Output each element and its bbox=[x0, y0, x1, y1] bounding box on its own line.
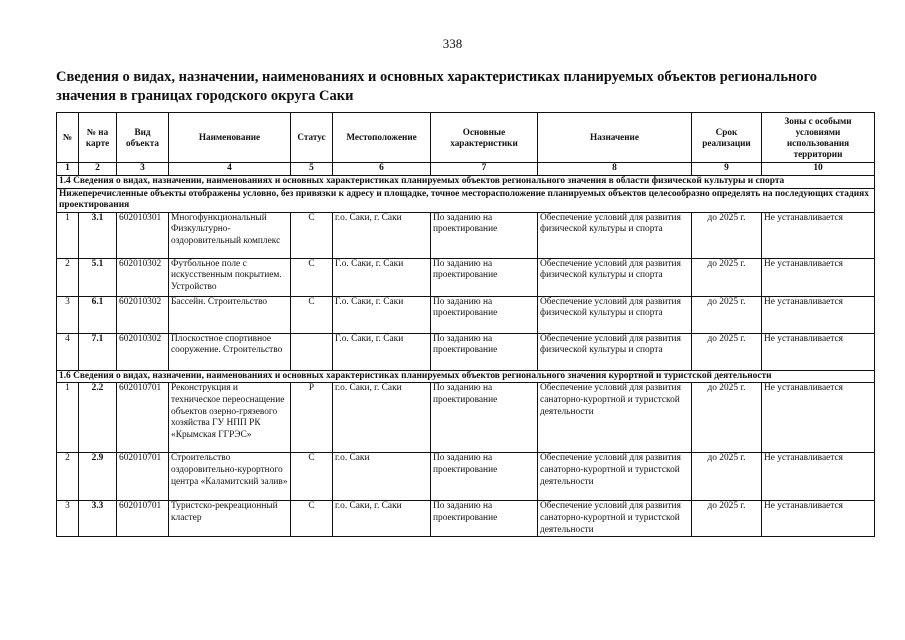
object-location: Г.о. Саки, г. Саки bbox=[333, 333, 431, 370]
object-status: С bbox=[291, 212, 333, 258]
object-term: до 2025 г. bbox=[692, 212, 762, 258]
row-number: 1 bbox=[57, 383, 79, 453]
table-row bbox=[57, 383, 875, 453]
object-zones: Не устанавливается bbox=[762, 333, 875, 370]
object-name: Футбольное поле с искусственным покрытием. Устройство bbox=[169, 258, 291, 296]
object-purpose: Обеспечение условий для развития санаторно-курортной и туристской деятельности bbox=[538, 383, 692, 453]
header-cell: Вид объекта bbox=[117, 113, 169, 163]
table-row bbox=[57, 453, 875, 501]
object-characteristics: По заданию на проектирование bbox=[431, 501, 538, 537]
header-cell: Наименование bbox=[169, 113, 291, 163]
object-characteristics: По заданию на проектирование bbox=[431, 453, 538, 501]
column-number: 10 bbox=[762, 163, 875, 176]
object-status: С bbox=[291, 258, 333, 296]
row-number: 3 bbox=[57, 296, 79, 333]
section-note: Нижеперечисленные объекты отображены условно, без привязки к адресу и площадке, точное месторасположение планируемых объектов целесообразно определять на последующих стадиях проектирования bbox=[57, 188, 875, 212]
planned-objects-table bbox=[56, 112, 875, 537]
object-zones: Не устанавливается bbox=[762, 501, 875, 537]
header-row bbox=[57, 113, 875, 163]
header-cell: Местоположение bbox=[333, 113, 431, 163]
object-status bbox=[291, 333, 333, 370]
object-kind: 602010301 bbox=[117, 212, 169, 258]
map-number: 2.9 bbox=[79, 453, 117, 501]
object-characteristics: По заданию на проектирование bbox=[431, 383, 538, 453]
object-purpose: Обеспечение условий для развития физической культуры и спорта bbox=[538, 333, 692, 370]
object-location: г.о. Саки, г. Саки bbox=[333, 383, 431, 453]
map-number: 3.1 bbox=[79, 212, 117, 258]
header-cell: Назначение bbox=[538, 113, 692, 163]
object-location: г.о. Саки, г. Саки bbox=[333, 212, 431, 258]
column-number: 1 bbox=[57, 163, 79, 176]
document-title: Сведения о видах, назначении, наименованиях и основных характеристиках планируемых объектов регионального значения в границах городского округа Саки bbox=[56, 69, 818, 104]
object-term: до 2025 г. bbox=[692, 333, 762, 370]
object-location: Г.о. Саки, г. Саки bbox=[333, 258, 431, 296]
object-status: С bbox=[291, 296, 333, 333]
column-number: 5 bbox=[291, 163, 333, 176]
column-number: 7 bbox=[431, 163, 538, 176]
object-name: Строительство оздоровительно-курортного центра «Каламитский залив» bbox=[169, 453, 291, 501]
object-status: С bbox=[291, 453, 333, 501]
header-cell: Основные характеристики bbox=[431, 113, 538, 163]
header-cell: № на карте bbox=[79, 113, 117, 163]
map-number: 7.1 bbox=[79, 333, 117, 370]
header-cell: Зоны с особыми условиями использования территории bbox=[762, 113, 875, 163]
object-status: Р bbox=[291, 383, 333, 453]
object-purpose: Обеспечение условий для развития физической культуры и спорта bbox=[538, 296, 692, 333]
object-name: Многофункциональный Физкультурно-оздоровительный комплекс bbox=[169, 212, 291, 258]
page-number: 338 bbox=[442, 36, 463, 51]
object-characteristics: По заданию на проектирование bbox=[431, 296, 538, 333]
row-number: 3 bbox=[57, 501, 79, 537]
object-kind: 602010302 bbox=[117, 258, 169, 296]
section-header-row bbox=[57, 370, 875, 383]
map-number: 5.1 bbox=[79, 258, 117, 296]
table-row bbox=[57, 296, 875, 333]
object-characteristics: По заданию на проектирование bbox=[431, 212, 538, 258]
header-cell: Срок реализации bbox=[692, 113, 762, 163]
map-number: 2.2 bbox=[79, 383, 117, 453]
column-number: 2 bbox=[79, 163, 117, 176]
object-zones: Не устанавливается bbox=[762, 453, 875, 501]
object-kind: 602010302 bbox=[117, 333, 169, 370]
object-status: С bbox=[291, 501, 333, 537]
row-number: 2 bbox=[57, 258, 79, 296]
row-number: 1 bbox=[57, 212, 79, 258]
row-number: 4 bbox=[57, 333, 79, 370]
object-kind: 602010701 bbox=[117, 453, 169, 501]
object-purpose: Обеспечение условий для развития санаторно-курортной и туристской деятельности bbox=[538, 453, 692, 501]
object-purpose: Обеспечение условий для развития физической культуры и спорта bbox=[538, 212, 692, 258]
header-cell: № bbox=[57, 113, 79, 163]
object-kind: 602010302 bbox=[117, 296, 169, 333]
table-row bbox=[57, 501, 875, 537]
table-row bbox=[57, 212, 875, 258]
column-number: 4 bbox=[169, 163, 291, 176]
object-kind: 602010701 bbox=[117, 501, 169, 537]
header-cell: Статус bbox=[291, 113, 333, 163]
object-name: Реконструкция и техническое переоснащение объектов озерно-грязевого хозяйства ГУ НПП РК «Крымская ГГРЭС» bbox=[169, 383, 291, 453]
object-zones: Не устанавливается bbox=[762, 383, 875, 453]
object-zones: Не устанавливается bbox=[762, 212, 875, 258]
map-number: 3.3 bbox=[79, 501, 117, 537]
map-number: 6.1 bbox=[79, 296, 117, 333]
column-number-row bbox=[57, 163, 875, 176]
object-purpose: Обеспечение условий для развития санаторно-курортной и туристской деятельности bbox=[538, 501, 692, 537]
column-number: 6 bbox=[333, 163, 431, 176]
row-number: 2 bbox=[57, 453, 79, 501]
object-characteristics: По заданию на проектирование bbox=[431, 333, 538, 370]
section-title: 1.4 Сведения о видах, назначении, наименованиях и основных характеристиках планируемых объектов регионального значения в области физической культуры и спорта bbox=[57, 176, 875, 189]
section-header-row bbox=[57, 176, 875, 189]
object-location: г.о. Саки, г. Саки bbox=[333, 501, 431, 537]
object-term: до 2025 г. bbox=[692, 258, 762, 296]
object-name: Бассейн. Строительство bbox=[169, 296, 291, 333]
object-zones: Не устанавливается bbox=[762, 296, 875, 333]
object-characteristics: По заданию на проектирование bbox=[431, 258, 538, 296]
object-location: Г.о. Саки, г. Саки bbox=[333, 296, 431, 333]
column-number: 3 bbox=[117, 163, 169, 176]
table-row bbox=[57, 333, 875, 370]
table-row bbox=[57, 258, 875, 296]
object-zones: Не устанавливается bbox=[762, 258, 875, 296]
column-number: 9 bbox=[692, 163, 762, 176]
object-term: до 2025 г. bbox=[692, 383, 762, 453]
object-term: до 2025 г. bbox=[692, 501, 762, 537]
object-name: Туристско-рекреационный кластер bbox=[169, 501, 291, 537]
object-purpose: Обеспечение условий для развития физической культуры и спорта bbox=[538, 258, 692, 296]
object-location: г.о. Саки bbox=[333, 453, 431, 501]
object-kind: 602010701 bbox=[117, 383, 169, 453]
object-name: Плоскостное спортивное сооружение. Строительство bbox=[169, 333, 291, 370]
section-title: 1.6 Сведения о видах, назначении, наименованиях и основных характеристиках планируемых объектов регионального значения курортной и туристской деятельности bbox=[57, 370, 875, 383]
column-number: 8 bbox=[538, 163, 692, 176]
object-term: до 2025 г. bbox=[692, 296, 762, 333]
object-term: до 2025 г. bbox=[692, 453, 762, 501]
note-row bbox=[57, 188, 875, 212]
